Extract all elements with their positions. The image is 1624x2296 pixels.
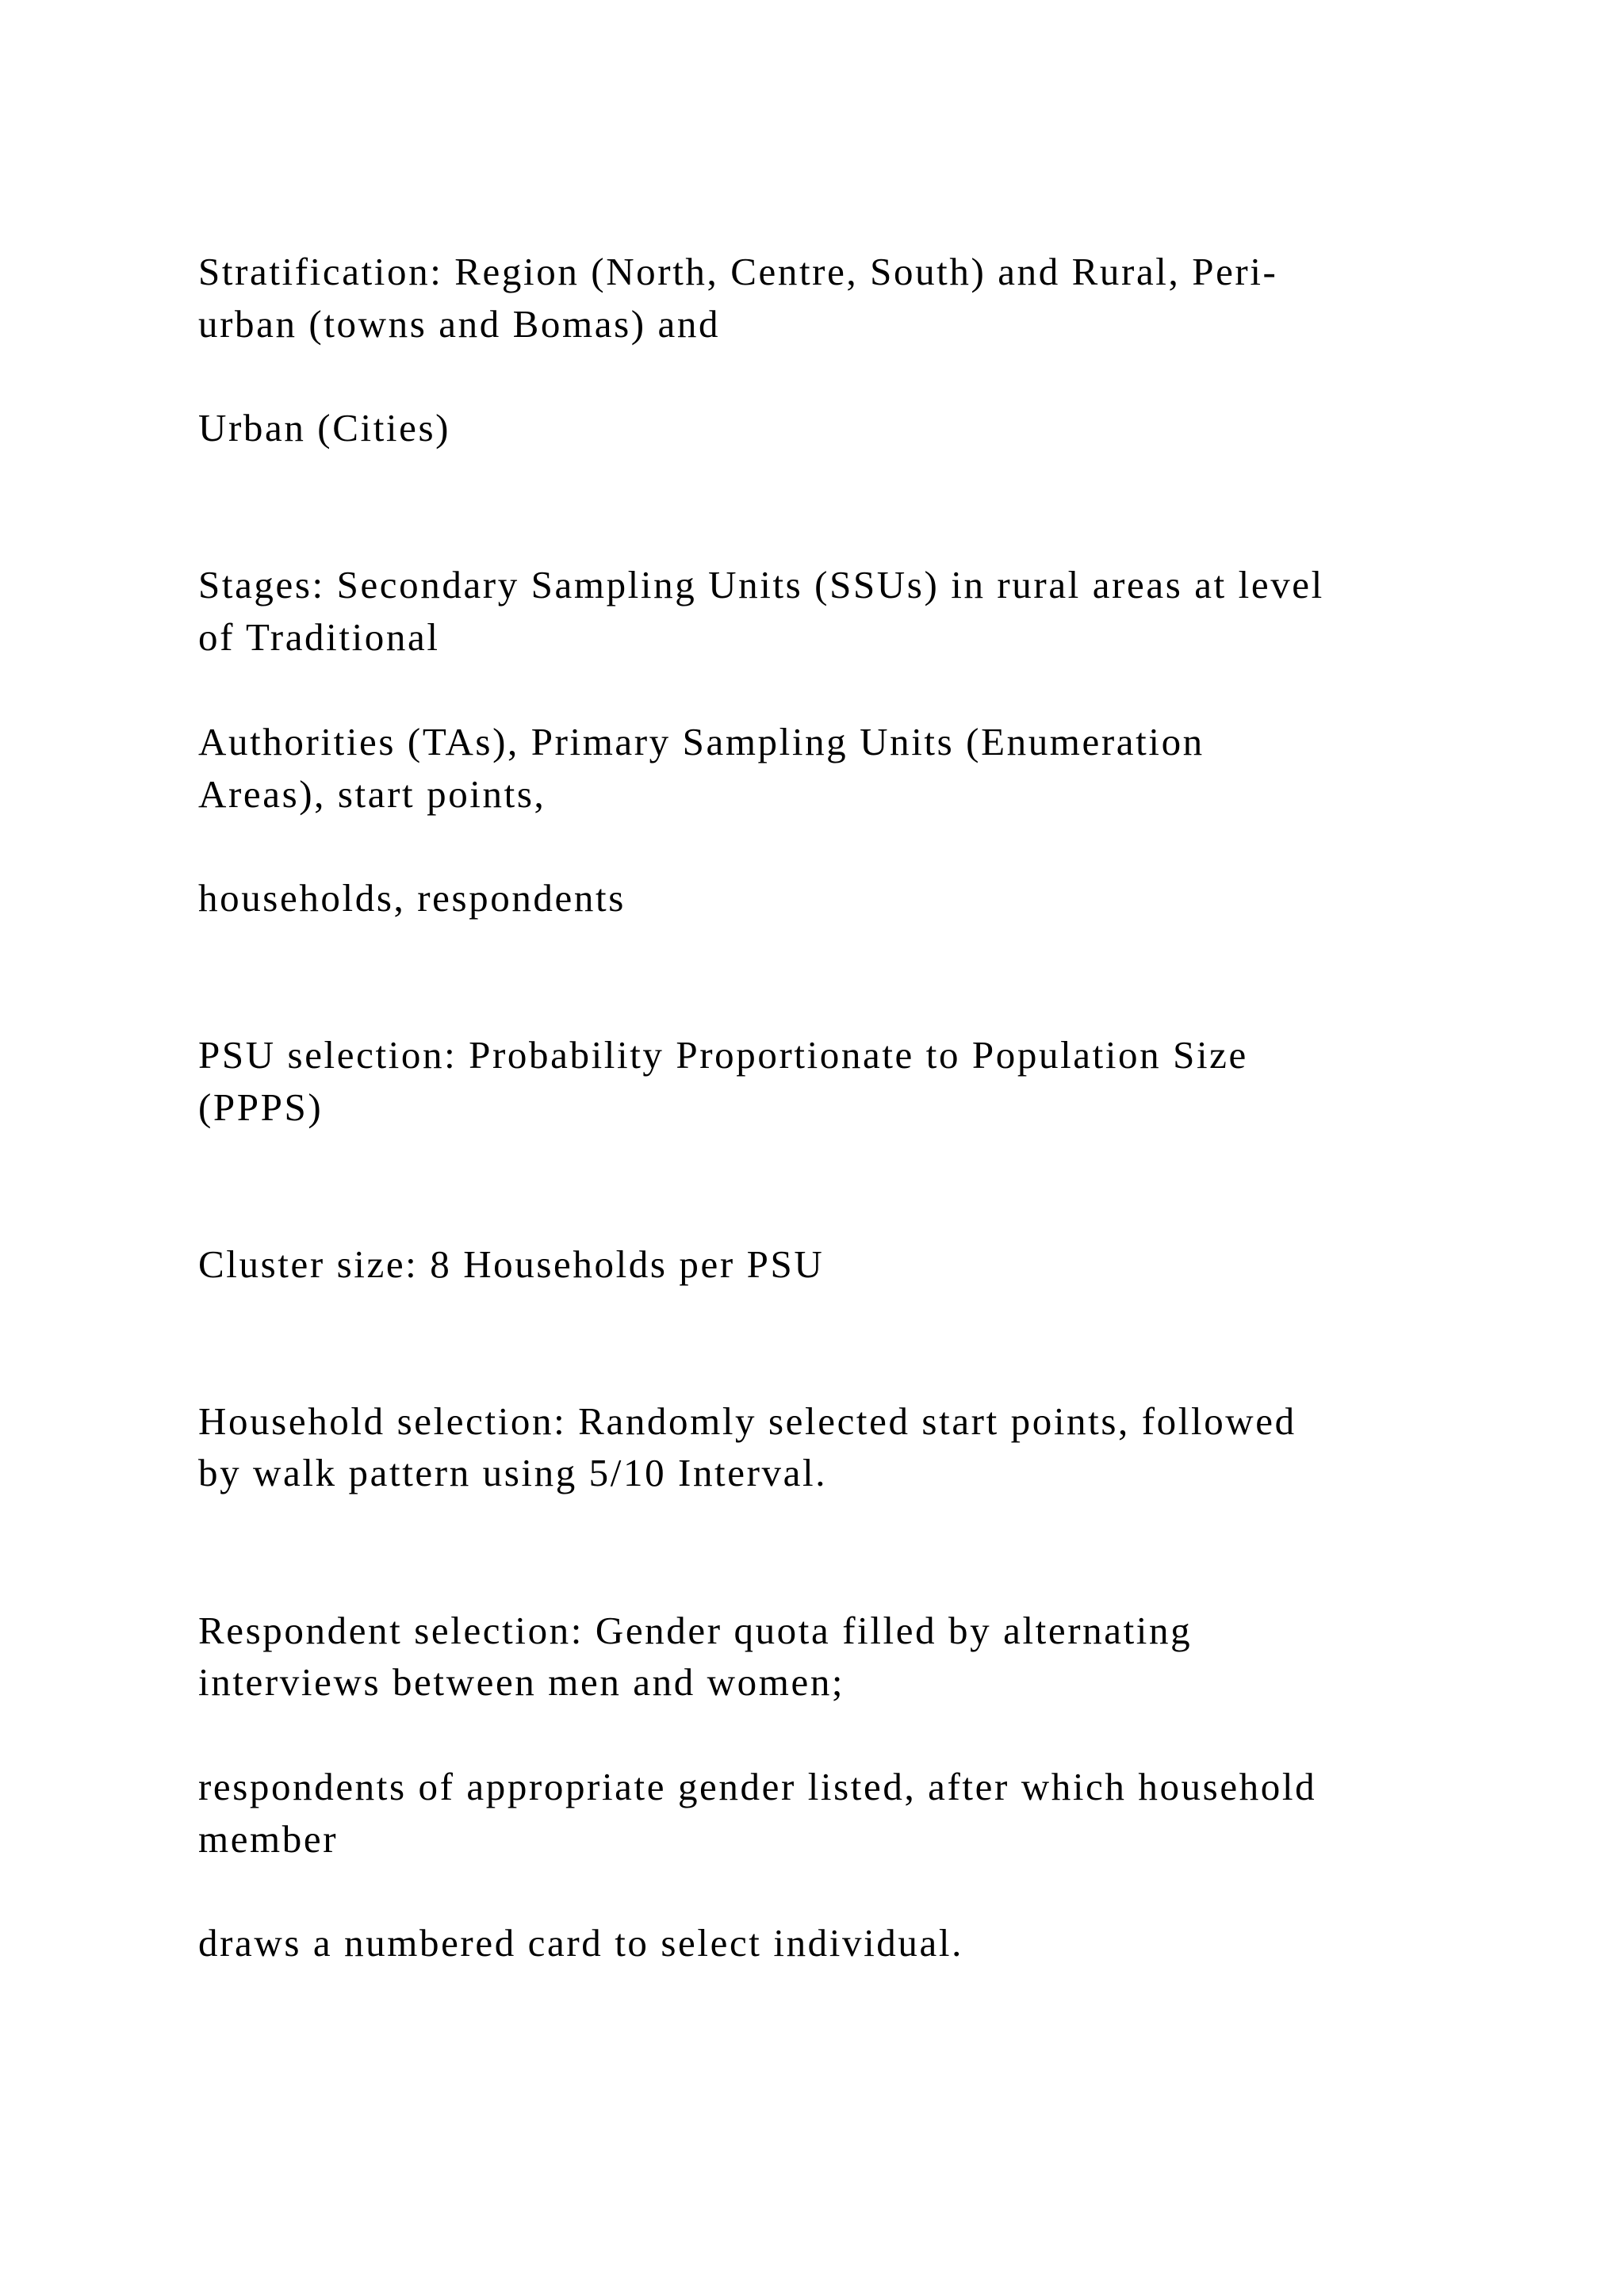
respondent-selection-line-5: draws a numbered card to select individual. [198, 1921, 963, 1965]
cluster-size-line-1: Cluster size: 8 Households per PSU [198, 1242, 825, 1286]
stages-line-5: households, respondents [198, 876, 626, 920]
stratification-line-2: urban (towns and Bomas) and [198, 302, 721, 346]
stages-line-2: of Traditional [198, 615, 440, 659]
stratification-line-1: Stratification: Region (North, Centre, South) and Rural, Peri- [198, 250, 1278, 293]
stages-line-3: Authorities (TAs), Primary Sampling Units (Enumeration [198, 720, 1205, 763]
household-selection-line-2: by walk pattern using 5/10 Interval. [198, 1451, 828, 1494]
respondent-selection-line-2: interviews between men and women; [198, 1660, 845, 1704]
psu-selection-line-1: PSU selection: Probability Proportionate to Population Size [198, 1033, 1248, 1077]
household-selection-line-1: Household selection: Randomly selected start points, followed [198, 1399, 1297, 1443]
respondent-selection-line-3: respondents of appropriate gender listed, after which household [198, 1765, 1317, 1808]
respondent-selection-line-4: member [198, 1817, 339, 1861]
stages-line-1: Stages: Secondary Sampling Units (SSUs) in rural areas at level [198, 563, 1324, 607]
stages-line-4: Areas), start points, [198, 772, 546, 816]
stratification-line-3: Urban (Cities) [198, 406, 451, 450]
respondent-selection-line-1: Respondent selection: Gender quota filled by alternating [198, 1609, 1193, 1652]
psu-selection-line-2: (PPPS) [198, 1085, 324, 1129]
